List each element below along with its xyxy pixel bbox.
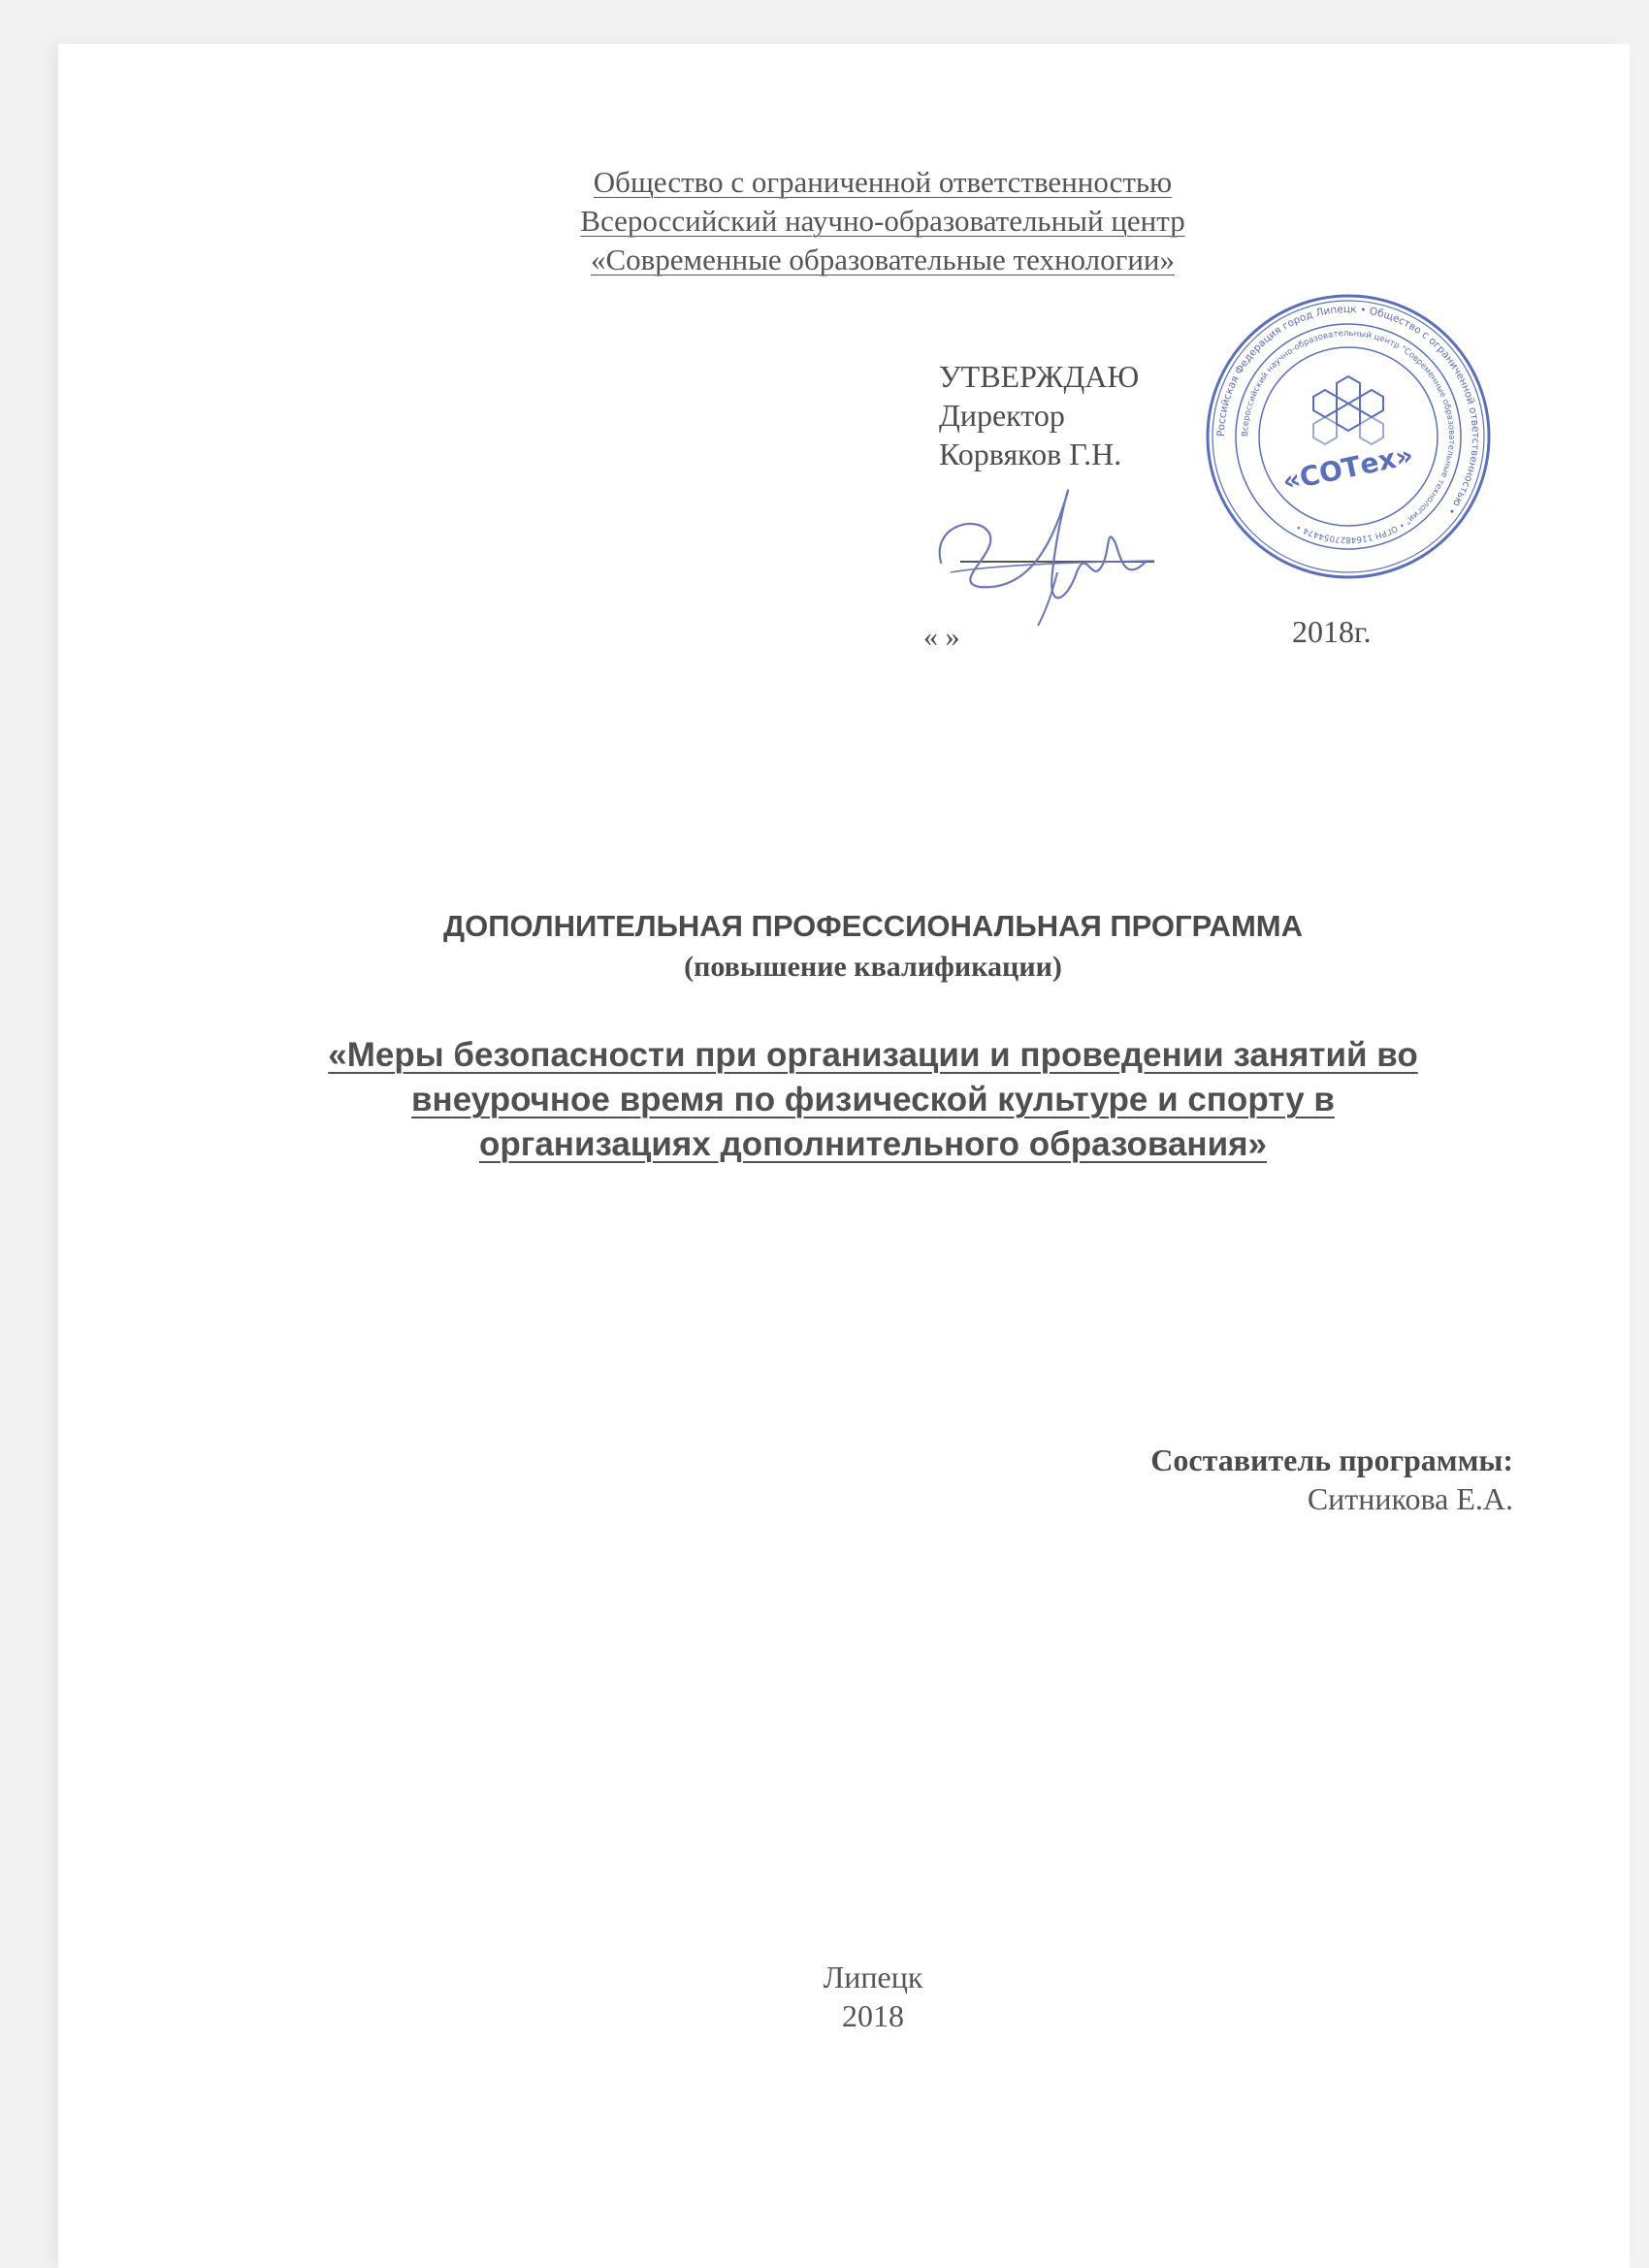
course-title-line-1: «Меры безопасности при организации и проведении занятий во [328,1036,1418,1074]
course-title-line-2: внеурочное время по физической культуре и спорту в [411,1081,1335,1118]
organization-seal [1203,291,1494,582]
footer-city: Липецк [823,1960,923,1994]
course-title-line-3: организациях дополнительного образования» [479,1125,1267,1163]
approval-block [939,357,1139,473]
organization-line-3: «Современные образовательные технологии» [590,243,1176,276]
organization-line-1: Общество с ограниченной ответственностью [593,165,1173,199]
footer-block [679,1958,1067,2035]
svg-text:Всероссийский научно-образоват [1241,329,1456,544]
course-title [213,1033,1533,1167]
organization-header [485,163,1280,279]
seal-center-text: «СОТех» [1279,438,1416,498]
composer-name: Ситникова Е.А. [1307,1481,1513,1516]
footer-year: 2018 [842,1998,904,2033]
director-name: Корвяков Г.Н. [939,437,1122,471]
seal-inner-text: Всероссийский научно-образовательный центр "Современные образовательные технологии" • ОГРН 1164827054474 • [1240,328,1457,545]
composer-block [1150,1441,1513,1518]
handwritten-signature [922,466,1174,631]
director-position: Директор [939,398,1065,433]
program-title: ДОПОЛНИТЕЛЬНАЯ ПРОФЕССИОНАЛЬНАЯ ПРОГРАММА [443,909,1303,943]
seal-hexagon-logo [1313,376,1383,444]
approval-date-year: 2018г. [1292,614,1372,649]
composer-label: Составитель программы: [1150,1442,1513,1477]
program-subtitle: (повышение квалификации) [684,951,1062,983]
seal-outer-text: Российская Федерация город Липецк • Общество с ограниченной ответственностью • [1214,303,1482,517]
approval-date-quotes: « » [923,621,960,653]
approve-label: УТВЕРЖДАЮ [939,359,1140,394]
organization-line-2: Всероссийский научно-образовательный центр [580,204,1185,238]
